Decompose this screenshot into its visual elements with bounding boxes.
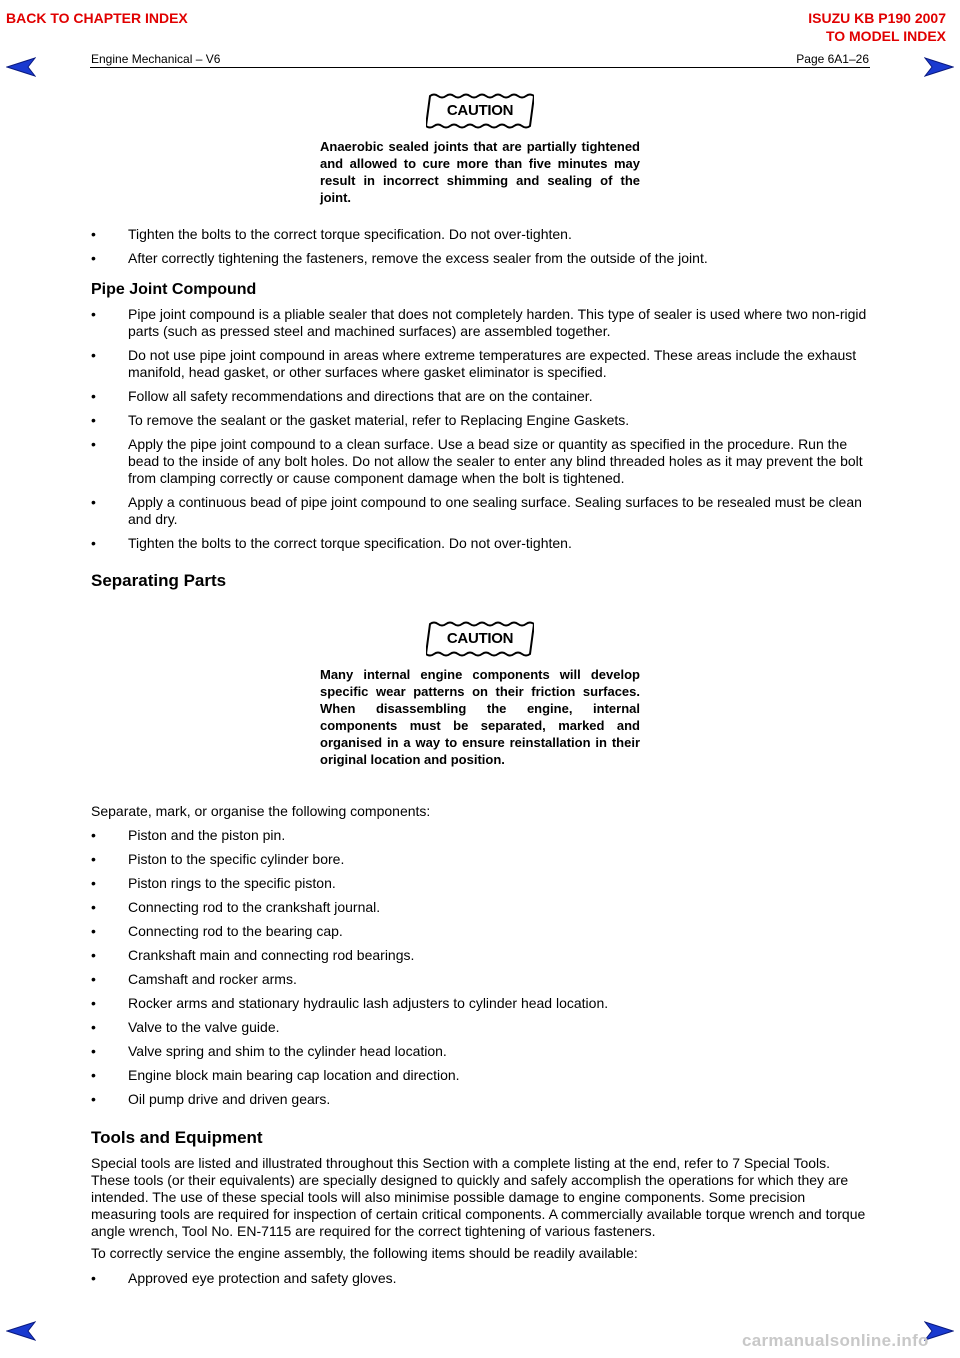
bullet-icon: • <box>91 827 96 843</box>
bullet-icon: • <box>91 851 96 867</box>
list-item <box>91 947 871 964</box>
list-item <box>91 1019 871 1036</box>
list-item <box>91 1270 871 1287</box>
watermark: carmanualsonline.info <box>742 1331 929 1350</box>
model-title-link[interactable]: ISUZU KB P190 2007 <box>808 10 946 26</box>
list-item <box>91 306 871 340</box>
list-item-text: Crankshaft main and connecting rod bearings. <box>128 947 415 963</box>
page-number: Page 6A1–26 <box>796 52 869 66</box>
list-item <box>91 388 871 405</box>
list-item-text: Do not use pipe joint compound in areas where extreme temperatures are expected. These areas include the exhaust manifold, head gasket, or other surfaces where gasket eliminator is specified. <box>128 347 857 380</box>
header-rule <box>90 67 870 68</box>
tools-heading: Tools and Equipment <box>91 1128 263 1147</box>
separating-intro: Separate, mark, or organise the following components: <box>91 803 431 819</box>
list-item <box>91 1091 871 1108</box>
bullet-icon: • <box>91 923 96 939</box>
next-page-arrow-icon[interactable] <box>924 56 954 78</box>
bullet-icon: • <box>91 899 96 915</box>
bullet-icon: • <box>91 1043 96 1059</box>
caution-badge <box>426 620 534 658</box>
bullet-icon: • <box>91 388 96 404</box>
bullet-icon: • <box>91 995 96 1011</box>
caution-label: CAUTION <box>446 102 514 119</box>
list-item <box>91 995 871 1012</box>
list-item-text: Follow all safety recommendations and directions that are on the container. <box>128 388 593 404</box>
bullet-icon: • <box>91 494 96 510</box>
tools-bullet-list <box>91 1270 871 1294</box>
list-item-text: Rocker arms and stationary hydraulic lash adjusters to cylinder head location. <box>128 995 609 1011</box>
bullet-icon: • <box>91 875 96 891</box>
separating-bullet-list <box>91 827 871 1115</box>
tools-paragraph-1: Special tools are listed and illustrated throughout this Section with a complete listing at the end, refer to 7 Special Tools. These tools (or their equivalents) are specially designed to quickly and safely accomplish the operations for which they are intended. The use of these special tools will also minimise possible damage to engine components. Some precision measuring tools are required for inspection of certain critical components. A commercially available torque wrench and torque angle wrench, Tool No. EN-7115 are required for the correct tightening of various fasteners. <box>91 1155 866 1239</box>
list-item-text: Piston and the piston pin. <box>128 827 286 843</box>
previous-page-arrow-bottom-icon[interactable] <box>6 1320 36 1342</box>
list-item-text: After correctly tightening the fasteners, remove the excess sealer from the outside of the joint. <box>128 250 708 266</box>
bullet-icon: • <box>91 947 96 963</box>
list-item-text: To remove the sealant or the gasket material, refer to Replacing Engine Gaskets. <box>128 412 630 428</box>
list-item-text: Apply a continuous bead of pipe joint compound to one sealing surface. Sealing surfaces to be resealed must be clean and dry. <box>128 494 862 527</box>
pipe-joint-bullet-list <box>91 306 871 559</box>
list-item <box>91 827 871 844</box>
list-item <box>91 250 871 267</box>
top-bullet-list <box>91 226 871 274</box>
list-item <box>91 494 871 528</box>
list-item <box>91 875 871 892</box>
list-item <box>91 899 871 916</box>
list-item-text: Valve spring and shim to the cylinder head location. <box>128 1043 447 1059</box>
caution-label: CAUTION <box>446 630 514 647</box>
tools-paragraph-2: To correctly service the engine assembly, the following items should be readily available: <box>91 1245 638 1261</box>
bullet-icon: • <box>91 436 96 452</box>
bullet-icon: • <box>91 1067 96 1083</box>
bullet-icon: • <box>91 1270 96 1286</box>
list-item-text: Connecting rod to the crankshaft journal. <box>128 899 381 915</box>
list-item <box>91 923 871 940</box>
list-item <box>91 1067 871 1084</box>
list-item <box>91 535 871 552</box>
list-item <box>91 412 871 429</box>
list-item <box>91 226 871 243</box>
bullet-icon: • <box>91 1091 96 1107</box>
bullet-icon: • <box>91 306 96 322</box>
bullet-icon: • <box>91 250 96 266</box>
list-item-text: Apply the pipe joint compound to a clean surface. Use a bead size or quantity as specified in the procedure. Run the bead to the inside of any bolt holes. Do not allow the sealer to enter any blind threaded holes as it may prevent the bolt from clamping correctly or cause component damage when the bolt is tightened. <box>128 436 863 486</box>
list-item <box>91 1043 871 1060</box>
separating-parts-heading: Separating Parts <box>91 571 227 590</box>
list-item-text: Oil pump drive and driven gears. <box>128 1091 331 1107</box>
list-item-text: Engine block main bearing cap location and direction. <box>128 1067 460 1083</box>
list-item <box>91 971 871 988</box>
list-item-text: Camshaft and rocker arms. <box>128 971 297 987</box>
bullet-icon: • <box>91 226 96 242</box>
caution-badge <box>426 92 534 130</box>
list-item <box>91 347 871 381</box>
previous-page-arrow-icon[interactable] <box>6 56 36 78</box>
list-item-text: Approved eye protection and safety gloves. <box>128 1270 397 1286</box>
bullet-icon: • <box>91 347 96 363</box>
list-item-text: Connecting rod to the bearing cap. <box>128 923 343 939</box>
list-item-text: Piston rings to the specific piston. <box>128 875 336 891</box>
caution-text-anaerobic: Anaerobic sealed joints that are partially tightened and allowed to cure more than five minutes may result in incorrect shimming and sealing of the joint. <box>320 139 640 205</box>
list-item-text: Piston to the specific cylinder bore. <box>128 851 345 867</box>
list-item <box>91 851 871 868</box>
section-title: Engine Mechanical – V6 <box>91 52 221 66</box>
to-model-index-link[interactable]: TO MODEL INDEX <box>825 28 946 44</box>
pipe-joint-heading: Pipe Joint Compound <box>91 281 257 298</box>
list-item <box>91 436 871 487</box>
back-to-chapter-index-link[interactable]: BACK TO CHAPTER INDEX <box>6 10 188 26</box>
bullet-icon: • <box>91 535 96 551</box>
bullet-icon: • <box>91 412 96 428</box>
bullet-icon: • <box>91 1019 96 1035</box>
list-item-text: Tighten the bolts to the correct torque specification. Do not over-tighten. <box>128 226 572 242</box>
bullet-icon: • <box>91 971 96 987</box>
list-item-text: Valve to the valve guide. <box>128 1019 280 1035</box>
list-item-text: Tighten the bolts to the correct torque specification. Do not over-tighten. <box>128 535 572 551</box>
list-item-text: Pipe joint compound is a pliable sealer that does not completely harden. This type of sealer is used where two non-rigid parts (such as pressed steel and machined surfaces) are assembled together. <box>128 306 867 339</box>
caution-text-wear-patterns: Many internal engine components will develop specific wear patterns on their friction surfaces. When disassembling the engine, internal components must be separated, marked and organised in a way to ensure reinstallation in their original location and position. <box>320 667 640 767</box>
